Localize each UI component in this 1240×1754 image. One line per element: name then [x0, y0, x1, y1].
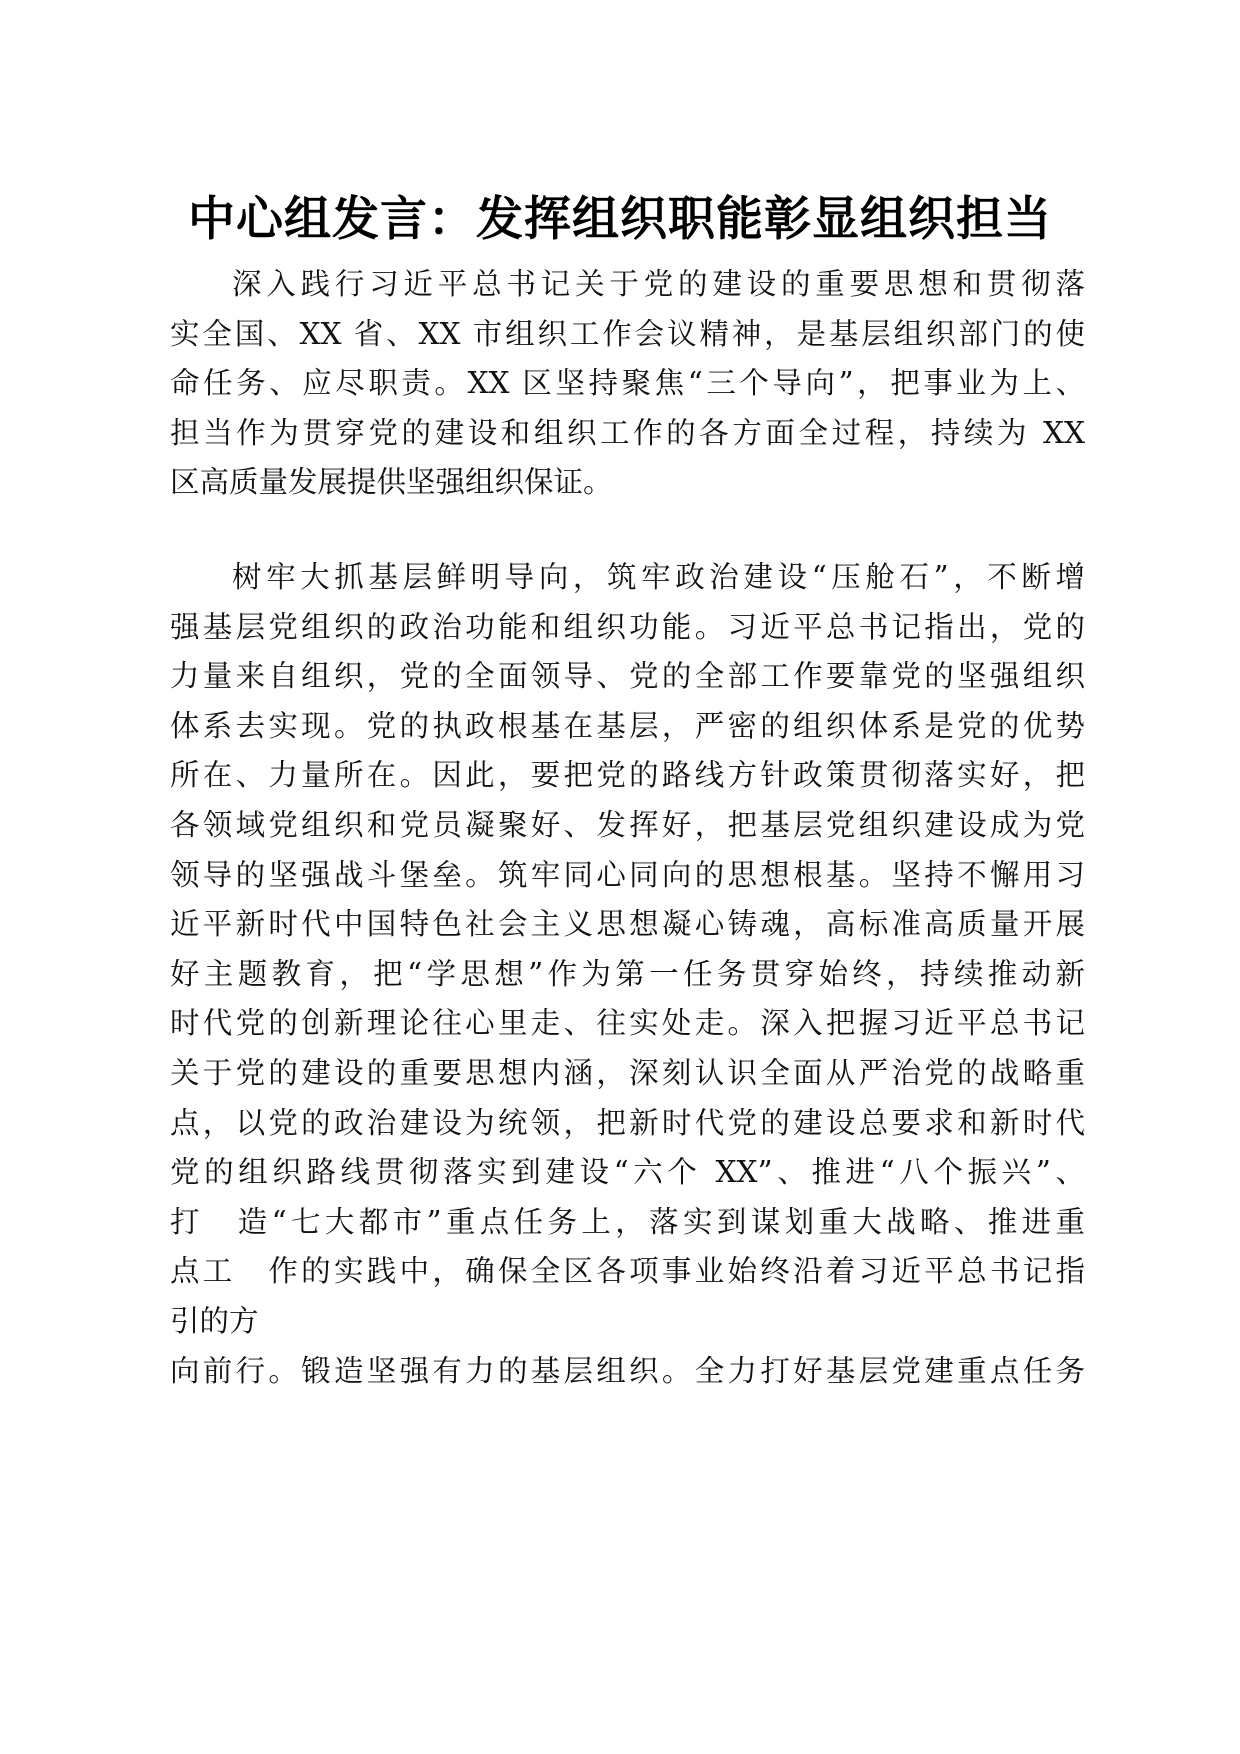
paragraph-1: [170, 260, 1085, 508]
paragraph-2: [170, 553, 1085, 1396]
paragraph-line: 向前行。锻造坚强有力的基层组织。全力打好基层党建重点任务: [170, 1353, 1085, 1388]
paragraph-line: 深入践行习近平总书记关于党的建设的重要思想和贯彻落: [232, 267, 1085, 301]
paragraph-line: 打 造“七大都市”重点任务上，落实到谋划重大战略、推进重: [170, 1204, 1085, 1239]
paragraph-line: 强基层党组织的政治功能和组织功能。习近平总书记指出，党的: [170, 609, 1085, 644]
paragraph-line: 所在、力量所在。因此，要把党的路线方针政策贯彻落实好，把: [170, 758, 1085, 793]
paragraph-line: 体系去实现。党的执政根基在基层，严密的组织体系是党的优势: [170, 708, 1085, 743]
paragraph-line: 树牢大抓基层鲜明导向，筑牢政治建设“压舱石”，不断增: [232, 560, 1085, 594]
paragraph-line: 实全国、XX 省、XX 市组织工作会议精神，是基层组织部门的使: [170, 316, 1085, 351]
paragraph-line: 力量来自组织，党的全面领导、党的全部工作要靠党的坚强组织: [170, 659, 1085, 694]
paragraph-line: 领导的坚强战斗堡垒。筑牢同心同向的思想根基。坚持不懈用习: [170, 857, 1085, 892]
paragraph-line: 各领域党组织和党员凝聚好、发挥好，把基层党组织建设成为党: [170, 807, 1085, 842]
paragraph-line: 关于党的建设的重要思想内涵，深刻认识全面从严治党的战略重: [170, 1055, 1085, 1090]
paragraph-line: 党的组织路线贯彻落实到建设“六个 XX”、推进“八个振兴”、: [170, 1155, 1085, 1190]
paragraph-line: 区高质量发展提供坚强组织保证。: [170, 465, 613, 500]
paragraph-line: 近平新时代中国特色社会主义思想凝心铸魂，高标准高质量开展: [170, 907, 1085, 942]
paragraph-line: 引的方: [170, 1303, 259, 1338]
paragraph-line: 命任务、应尽职责。XX 区坚持聚焦“三个导向”，把事业为上、: [170, 366, 1085, 401]
paragraph-line: 点，以党的政治建设为统领，把新时代党的建设总要求和新时代: [170, 1105, 1085, 1140]
paragraph-line: 时代党的创新理论往心里走、往实处走。深入把握习近平总书记: [170, 1006, 1085, 1041]
paragraph-line: 点工 作的实践中，确保全区各项事业始终沿着习近平总书记指: [170, 1254, 1085, 1289]
document-title: 中心组发言：发挥组织职能彰显组织担当: [188, 192, 1052, 247]
paragraph-line: 担当作为贯穿党的建设和组织工作的各方面全过程，持续为 XX: [170, 415, 1085, 450]
paragraph-line: 好主题教育，把“学思想”作为第一任务贯穿始终，持续推动新: [170, 956, 1085, 991]
